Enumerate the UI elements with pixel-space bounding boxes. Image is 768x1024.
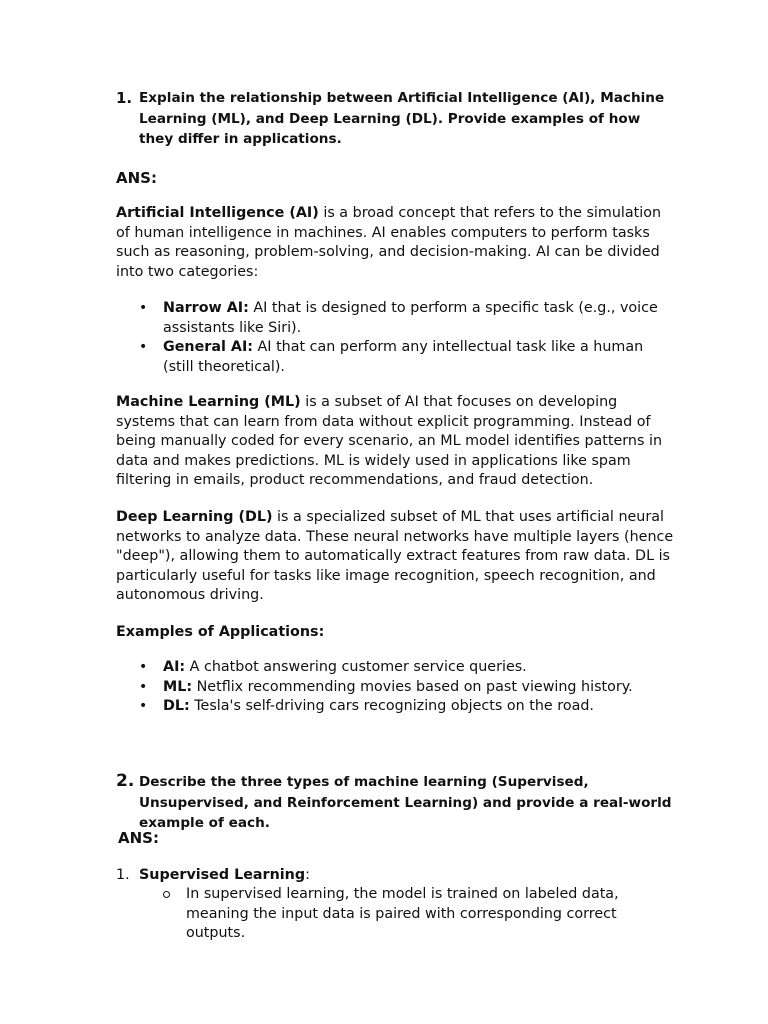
item-term: Narrow AI: xyxy=(163,300,249,316)
question-text: Explain the relationship between Artificial Intelligence (AI), Machine Learning (ML), and Deep Learning (DL). Provide examples of how they differ in applications. xyxy=(139,90,665,147)
list-item xyxy=(116,678,676,698)
ai-text: is a broad concept that refers to the simulation of human intelligence in machines. AI enables computers to perform tasks such as reasoning, problem-solving, and decision-making. AI can be divided into two categories: xyxy=(116,205,662,280)
item-text: AI that can perform any intellectual task like a human (still theoretical). xyxy=(163,339,644,375)
question-number: 2. xyxy=(116,771,135,791)
item-text: Netflix recommending movies based on past viewing history. xyxy=(192,678,633,695)
ai-categories-list xyxy=(116,299,676,377)
sub-number: 1. xyxy=(116,867,130,883)
question-2 xyxy=(116,772,676,834)
ml-term: Machine Learning (ML) xyxy=(116,394,301,410)
list-item xyxy=(116,885,676,944)
answer-label: ANS: xyxy=(116,169,157,187)
item-term: AI: xyxy=(163,659,186,675)
item-text: AI that is designed to perform a specific task (e.g., voice assistants like Siri). xyxy=(163,300,658,336)
item-term: DL: xyxy=(163,698,190,714)
dl-term: Deep Learning (DL) xyxy=(116,509,273,525)
answer-label: ANS: xyxy=(118,829,159,847)
bullet-icon: • xyxy=(139,678,148,695)
ai-paragraph xyxy=(116,204,676,282)
item-term: General AI: xyxy=(163,339,253,355)
bullet-icon: • xyxy=(139,300,148,316)
ml-paragraph xyxy=(116,393,676,491)
examples-heading: Examples of Applications: xyxy=(116,624,325,640)
item-text: In supervised learning, the model is trained on labeled data, meaning the input data is paired with corresponding correct outputs. xyxy=(186,886,619,941)
dl-paragraph xyxy=(116,508,676,606)
list-item xyxy=(116,299,676,338)
item-text: Tesla's self-driving cars recognizing objects on the road. xyxy=(189,698,594,714)
question-number: 1. xyxy=(116,89,133,107)
ai-term: Artificial Intelligence (AI) xyxy=(116,205,319,221)
bullet-icon: • xyxy=(139,659,148,675)
list-item xyxy=(116,697,676,717)
ml-text: is a subset of AI that focuses on developing systems that can learn from data without explicit programming. Instead of being manually coded for every scenario, an ML model identifies patterns in data and makes predictions. ML is widely used in applications like spam filtering in emails, product recommendations, and fraud detection. xyxy=(116,394,663,488)
question-text: Describe the three types of machine learning (Supervised, Unsupervised, and Reinforcement Learning) and provide a real-world example of each. xyxy=(139,774,672,831)
list-item xyxy=(116,658,676,678)
bullet-icon: • xyxy=(139,339,148,355)
question-1 xyxy=(116,88,676,150)
list-item xyxy=(116,338,676,377)
circle-bullet-icon xyxy=(163,891,170,898)
item-term: ML: xyxy=(163,678,193,695)
dl-text: is a specialized subset of ML that uses artificial neural networks to analyze data. These neural networks have multiple layers (hence "deep"), allowing them to automatically extract features from raw data. DL is particularly useful for tasks like image recognition, speech recognition, and autonomous driving. xyxy=(116,509,674,603)
examples-list xyxy=(116,658,676,717)
item-text: A chatbot answering customer service queries. xyxy=(185,659,527,675)
bullet-icon: • xyxy=(139,698,148,714)
supervised-points xyxy=(116,885,676,944)
sub-colon: : xyxy=(305,867,310,883)
sub-label: Supervised Learning xyxy=(139,867,306,883)
supervised-heading xyxy=(116,865,310,885)
